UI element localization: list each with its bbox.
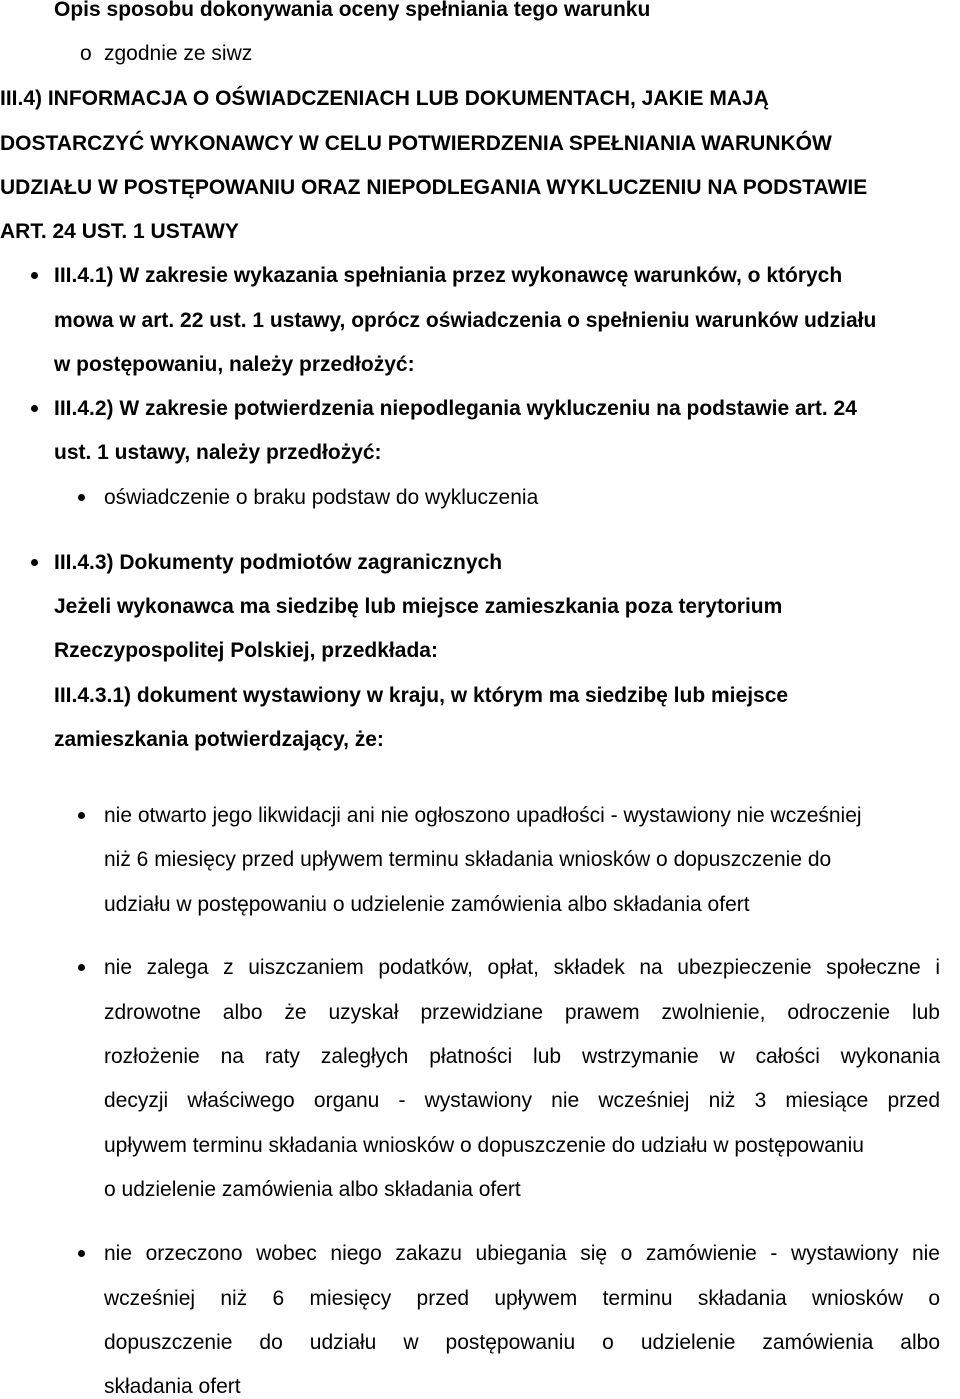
heading: Opis sposobu dokonywania oceny spełniania tego warunku	[54, 0, 651, 21]
item-3-line: Rzeczypospolitej Polskiej, przedkłada:	[54, 639, 438, 662]
item-2-sub: oświadczenie o braku podstaw do wykluczenia	[104, 486, 539, 509]
list-b-line: rozłożenie na raty zaległych płatności lub wstrzymanie w całości wykonania	[104, 1045, 940, 1068]
list-a-line: udziału w postępowaniu o udzielenie zamówienia albo składania ofert	[104, 893, 750, 916]
list-a-line: niż 6 miesięcy przed upływem terminu składania wniosków o dopuszczenie do	[104, 848, 832, 871]
section-title-line: III.4) INFORMACJA O OŚWIADCZENIACH LUB DOKUMENTACH, JAKIE MAJĄ	[0, 87, 769, 110]
list-c-line: składania ofert	[104, 1375, 241, 1398]
section-title-line: DOSTARCZYĆ WYKONAWCY W CELU POTWIERDZENIA SPEŁNIANIA WARUNKÓW	[0, 132, 832, 155]
list-b-line: nie zalega z uiszczaniem podatków, opłat, składek na ubezpieczenie społeczne i	[104, 956, 940, 979]
item-2-line: ust. 1 ustawy, należy przedłożyć:	[54, 441, 382, 464]
bullet-icon	[78, 494, 85, 501]
item-2-line: III.4.2) W zakresie potwierdzenia niepodlegania wykluczeniu na podstawie art. 24	[54, 397, 857, 420]
section-title-line: ART. 24 UST. 1 USTAWY	[0, 220, 239, 243]
list-a-line: nie otwarto jego likwidacji ani nie ogłoszono upadłości - wystawiony nie wcześniej	[104, 804, 862, 827]
item-1-line: mowa w art. 22 ust. 1 ustawy, oprócz oświadczenia o spełnieniu warunków udziału	[54, 309, 877, 332]
list-b-line: decyzji właściwego organu - wystawiony nie wcześniej niż 3 miesiące przed	[104, 1089, 940, 1112]
item-3-line: III.4.3.1) dokument wystawiony w kraju, w którym ma siedzibę lub miejsce	[54, 684, 789, 707]
item-3-line: Jeżeli wykonawca ma siedzibę lub miejsce zamieszkania poza terytorium	[54, 595, 783, 618]
list-c-line: nie orzeczono wobec niego zakazu ubiegania się o zamówienie - wystawiony nie	[104, 1242, 940, 1265]
bullet-icon	[31, 559, 38, 566]
list-b-line: o udzielenie zamówienia albo składania ofert	[104, 1178, 521, 1201]
bullet-icon	[31, 405, 38, 412]
list-c-line: wcześniej niż 6 miesięcy przed upływem terminu składania wniosków o	[104, 1287, 940, 1310]
list-b-line: zdrowotne albo że uzyskał przewidziane prawem zwolnienie, odroczenie lub	[104, 1001, 940, 1024]
bullet-icon	[31, 272, 38, 279]
bullet-icon	[78, 1250, 85, 1257]
item-1-line: III.4.1) W zakresie wykazania spełniania przez wykonawcę warunków, o których	[54, 264, 843, 287]
item-1-line: w postępowaniu, należy przedłożyć:	[54, 353, 415, 376]
hollow-bullet-marker: o	[80, 42, 92, 65]
item-3-line: zamieszkania potwierdzający, że:	[54, 728, 384, 751]
list-b-line: upływem terminu składania wniosków o dopuszczenie do udziału w postępowaniu	[104, 1134, 864, 1157]
section-title-line: UDZIAŁU W POSTĘPOWANIU ORAZ NIEPODLEGANIA WYKLUCZENIU NA PODSTAWIE	[0, 176, 868, 199]
siwz-text: zgodnie ze siwz	[104, 42, 253, 65]
list-c-line: dopuszczenie do udziału w postępowaniu o udzielenie zamówienia albo	[104, 1331, 940, 1354]
bullet-icon	[78, 812, 85, 819]
bullet-icon	[78, 964, 85, 971]
item-3-line: III.4.3) Dokumenty podmiotów zagranicznych	[54, 551, 503, 574]
